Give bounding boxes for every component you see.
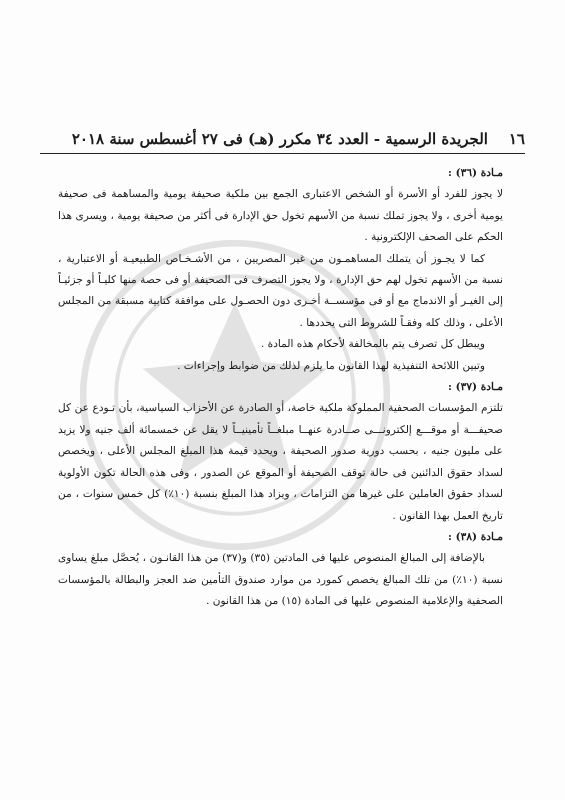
paragraph: وتبين اللائحة التنفيذية لهذا القانون ما يلزم لذلك من ضوابط وإجراءات .: [177, 359, 485, 372]
paragraph: لا يجوز للفرد أو الأسرة أو الشخص الاعتبارى الجمع بين ملكية صحيفة يومية والمساهمة فى صحيفة يومية أخرى ، ولا يجوز تملك نسبة من الأسهم تخول حق الإدارة فى أكثر من صحيفة يومية ، ويسرى هذا الحكم على الصحف الإلكترونية .: [58, 188, 503, 244]
paragraph: ويبطل كل تصرف يتم بالمخالفة لأحكام هذه المادة .: [260, 338, 485, 351]
paragraph: بالإضافة إلى المبالغ المنصوص عليها فى المادتين (٣٥) و(٣٧) من هذا القانـون ، يُحصَّل مبلغ يساوى نسبة (١٠٪) من تلك المبالغ يخصص كمورد من موارد صندوق التأمين ضد العجز والبطالة بالمؤسسات الصحفية والإعلامية المنصوص عليها فى المادة (١٥) من هذا القانون .: [58, 552, 503, 608]
gazette-title: الجريدة الرسمية - العدد ٣٤ مكرر (هـ) فى ٢٧ أغسطس سنة ٢٠١٨: [71, 130, 488, 148]
page-number: ١٦: [508, 130, 525, 148]
page-header: [40, 130, 525, 148]
paragraph: تلتزم المؤسسات الصحفية المملوكة ملكية خاصة، أو الصادرة عن الأحزاب السياسية، بأن تـودع عن كل صحيفـــة أو موقـــع إلكترونـــى صــادرة عنهــا مبلغــاً تأمينيــاً لا يقل عن خمسمائة ألف جنيه ولا يزيد على مليون جنيه ، بحسب دورية صدور الصحيفة ، ويحدد قيمة هذا المبلغ المجلس الأعلى ، ويخصص لسداد حقوق الدائنين فى حالة توقف الصحيفة أو الموقع عن الصدور ، وفى هذه الحالة تكون الأولوية لسداد حقوق العاملين على غيرها من التزامات ، ويزاد هذا المبلغ بنسبة (١٠٪) كل خمس سنوات ، من تاريخ العمل بهذا القانون .: [58, 402, 503, 522]
article-36-title: مـادة (٣٦) :: [448, 167, 503, 179]
article-38-title: مـادة (٣٨) :: [448, 530, 503, 543]
paragraph: كما لا يجـوز أن يتملك المساهمـون من غير المصريين ، من الأشـخـاص الطبيعيـة أو الاعتبارية ، نسبة من الأسهم تخول لهم حق الإدارة ، ولا يجوز التصرف فى الصحيفة أو فى حصة منها كليـاً أو جزئيـاً إلى الغيـر أو الاندماج مع أو فى مؤسســة أخـرى دون الحصـول على موافقة كتابية مسبقة من المجلس الأعلى ، وذلك كله وفقـاً للشروط التى يحددها .: [58, 252, 503, 329]
document-body: [58, 163, 503, 613]
article-37-title: مـادة (٣٧) :: [448, 381, 503, 394]
header-rule: [40, 153, 525, 154]
